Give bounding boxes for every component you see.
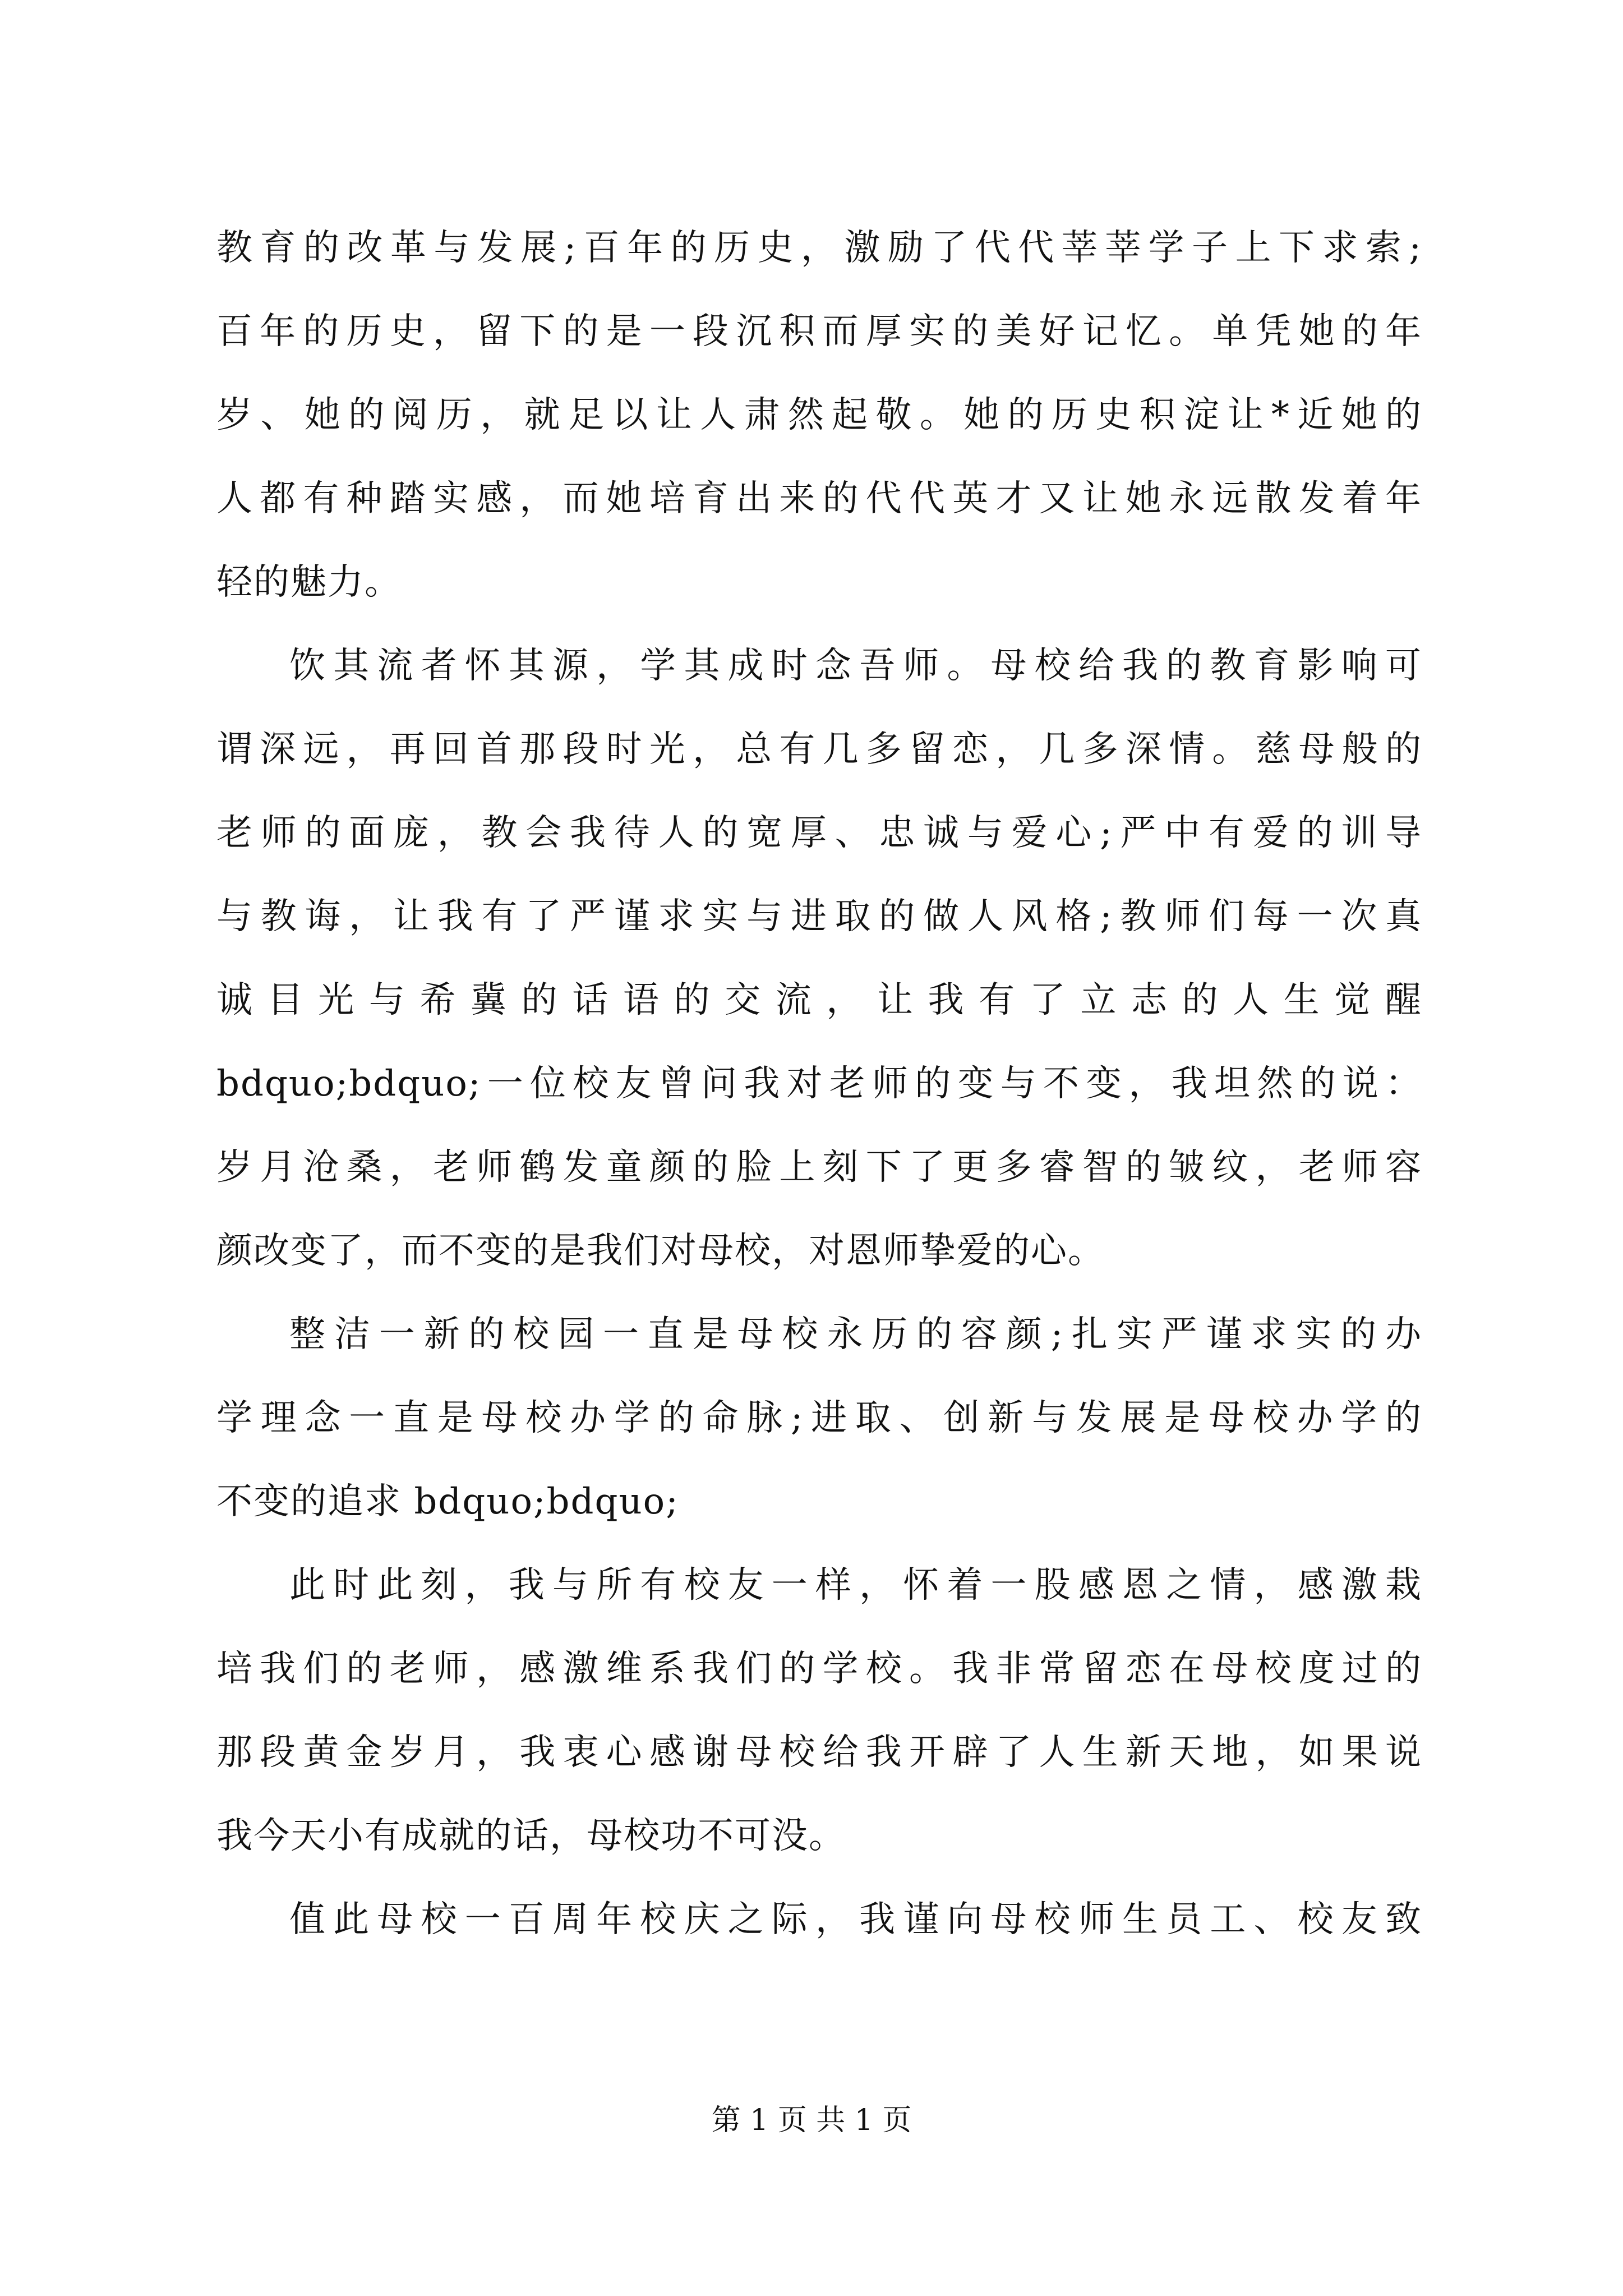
paragraph-first-line: 值此母校一百周年校庆之际，我谨向母校师生员工、校友致 — [289, 1899, 1422, 1940]
paragraph-first-line: 饮其流者怀其源，学其成时念吾师。母校给我的教育影响可 — [289, 645, 1422, 687]
text-line: 培我们的老师，感激维系我们的学校。我非常留恋在母校度过的 — [216, 1648, 1422, 1690]
text-line: 人都有种踏实感，而她培育出来的代代英才又让她永远散发着年 — [216, 478, 1422, 519]
text-line: 那段黄金岁月，我衷心感谢母校给我开辟了人生新天地，如果说 — [216, 1732, 1422, 1773]
text-line: 老师的面庞，教会我待人的宽厚、忠诚与爱心;严中有爱的训导 — [216, 812, 1422, 854]
text-line: 我今天小有成就的话，母校功不可没。 — [216, 1815, 846, 1857]
text-line: 颜改变了，而不变的是我们对母校，对恩师挚爱的心。 — [216, 1230, 1105, 1272]
text-line: 轻的魅力。 — [216, 562, 402, 603]
text-line: 学理念一直是母校办学的命脉;进取、创新与发展是母校办学的 — [216, 1397, 1422, 1439]
text-line: 岁、她的阅历，就足以让人肃然起敬。她的历史积淀让*近她的 — [216, 394, 1422, 436]
text-line: 教育的改革与发展;百年的历史，激励了代代莘莘学子上下求索; — [216, 227, 1422, 269]
document-body — [216, 206, 1422, 1962]
text-line: 不变的追求 bdquo;bdquo; — [216, 1481, 679, 1522]
text-line: 诚目光与希冀的话语的交流，让我有了立志的人生觉醒 — [216, 979, 1422, 1021]
paragraph-first-line: 整洁一新的校园一直是母校永历的容颜;扎实严谨求实的办 — [289, 1314, 1422, 1355]
paragraph-first-line: 此时此刻，我与所有校友一样，怀着一股感恩之情，感激栽 — [289, 1565, 1422, 1606]
text-line: 谓深远，再回首那段时光，总有几多留恋，几多深情。慈母般的 — [216, 729, 1422, 770]
text-line: bdquo;bdquo;一位校友曾问我对老师的变与不变，我坦然的说： — [216, 1063, 1422, 1105]
text-line: 岁月沧桑，老师鹤发童颜的脸上刻下了更多睿智的皱纹，老师容 — [216, 1147, 1422, 1188]
page-number-footer: 第 1 页 共 1 页 — [711, 2104, 912, 2137]
text-line: 百年的历史，留下的是一段沉积而厚实的美好记忆。单凭她的年 — [216, 311, 1422, 352]
text-line: 与教诲，让我有了严谨求实与进取的做人风格;教师们每一次真 — [216, 896, 1422, 937]
